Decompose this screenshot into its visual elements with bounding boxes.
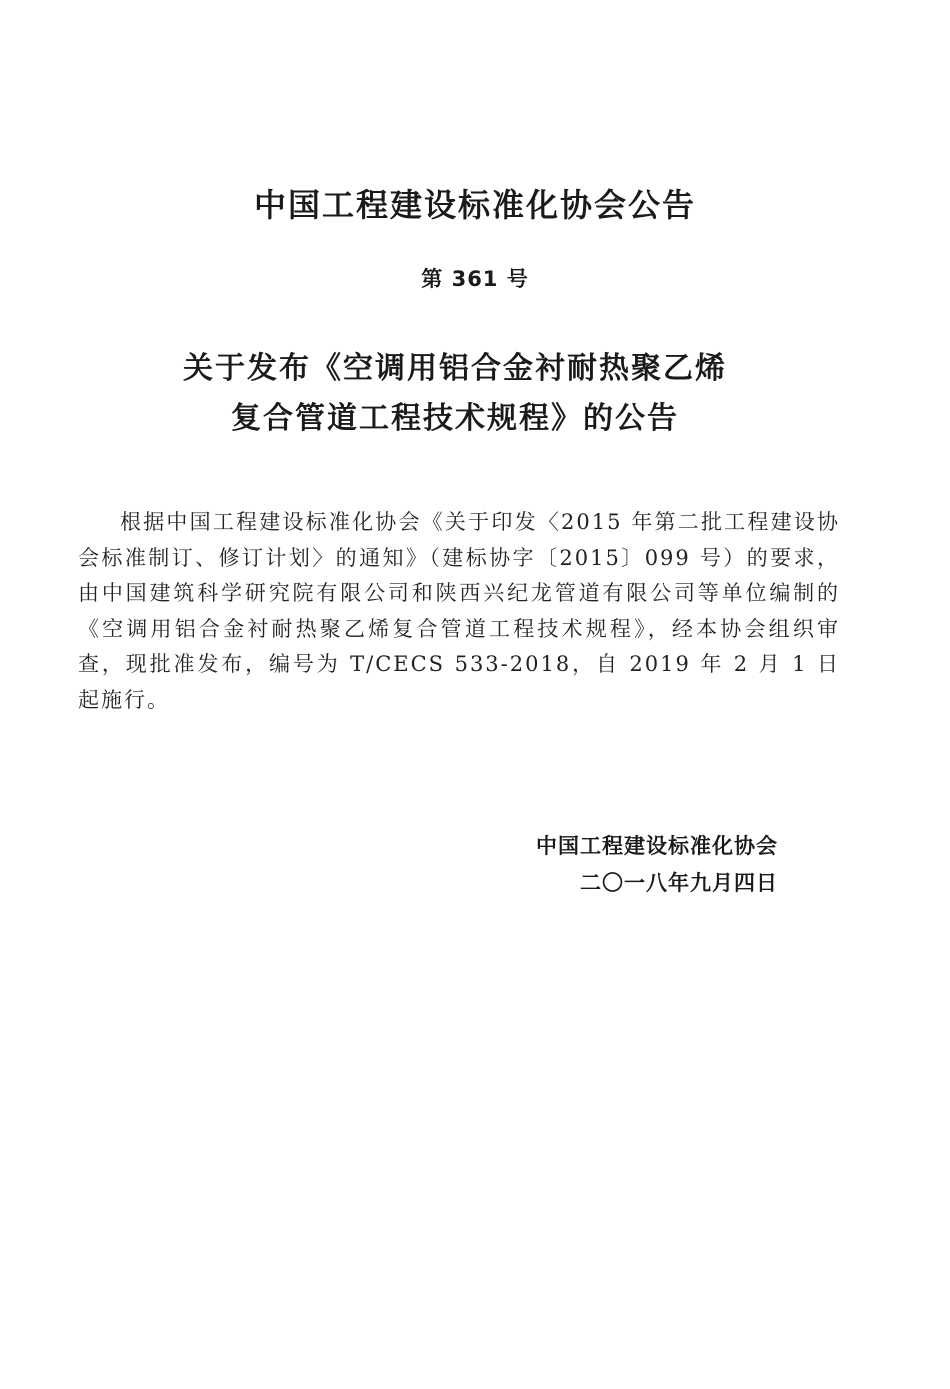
- signature-date: 二〇一八年九月四日: [580, 871, 778, 895]
- organization-title: 中国工程建设标准化协会公告: [253, 186, 696, 224]
- announcement-title-line-1: 关于发布《空调用铝合金衬耐热聚乙烯: [183, 351, 727, 386]
- announcement-title-line-2: 复合管道工程技术规程》的公告: [231, 401, 679, 436]
- announcement-body-paragraph: 根据中国工程建设标准化协会《关于印发〈2015 年第二批工程建设协会标准制订、修订计划〉的通知》（建标协字〔2015〕099 号）的要求，由中国建筑科学研究院有限公司和陕西兴纪龙管道有限公司等单位编制的《空调用铝合金衬耐热聚乙烯复合管道工程技术规程》，经本协会组织审查，现批准发布，编号为 T/CECS 533-2018，自 2019 年 2 月 1 日起施行。: [78, 510, 840, 712]
- announcement-title: [0, 344, 910, 444]
- notice-number: 第 361 号: [421, 267, 529, 291]
- signature-block: [536, 828, 778, 902]
- signature-organization: 中国工程建设标准化协会: [536, 834, 778, 858]
